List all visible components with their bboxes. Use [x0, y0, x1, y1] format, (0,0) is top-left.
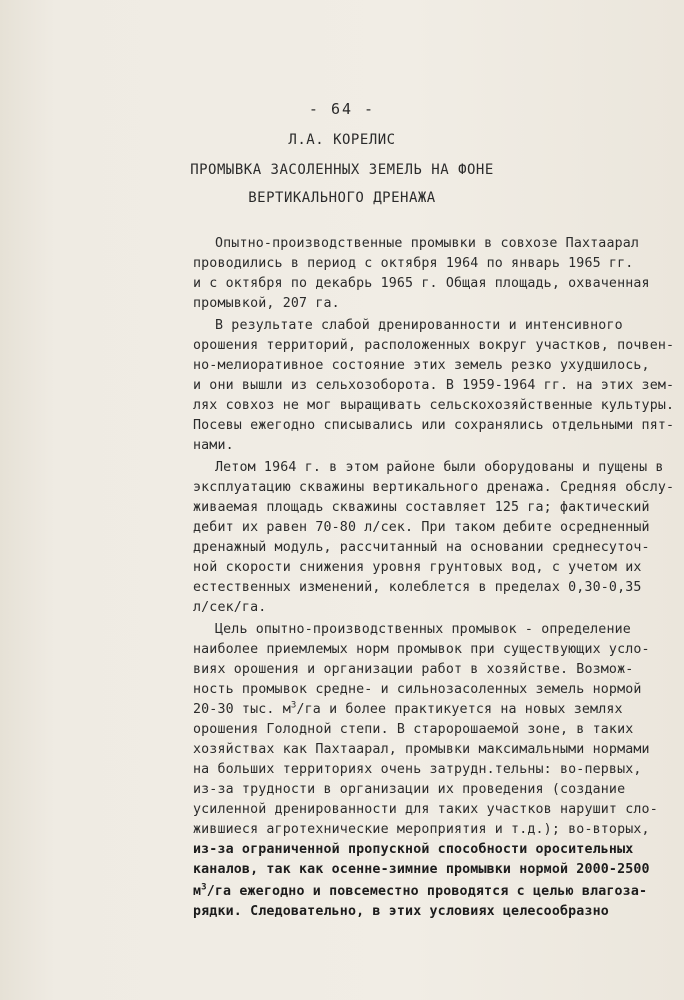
title-line-2: ВЕРТИКАЛЬНОГО ДРЕНАЖА	[248, 190, 436, 206]
text-line: нами.	[193, 438, 234, 453]
text-line: проводились в период с октября 1964 по январь 1965 гг.	[193, 256, 634, 271]
text-line: на больших территориях очень затрудн.тельны: во-первых,	[193, 762, 642, 777]
text-segment: /га ежегодно и повсеместно проводятся с целью влагоза-	[206, 884, 648, 899]
text-line: дренажный модуль, рассчитанный на основании среднесуточ-	[193, 540, 650, 555]
text-line: каналов, так как осенне-зимние промывки нормой 2000-2500	[193, 862, 650, 877]
text-line: и они вышли из сельхозоборота. В 1959-1964 гг. на этих зем-	[193, 378, 675, 393]
text-line: Летом 1964 г. в этом районе были оборудованы и пущены в	[215, 460, 664, 475]
text-line: Посевы ежегодно списывались или сохранялись отдельными пят-	[193, 418, 675, 433]
page-number: - 64 -	[308, 100, 376, 118]
text-line: но-мелиоративное состояние этих земель резко ухудшилось,	[193, 358, 650, 373]
text-line: ной скорости снижения уровня грунтовых вод, с учетом их	[193, 560, 642, 575]
text-line-with-superscript	[193, 702, 623, 717]
text-segment: м	[193, 884, 202, 899]
text-line: ность промывок средне- и сильнозасоленных земель нормой	[193, 682, 642, 697]
title-line-1: ПРОМЫВКА ЗАСОЛЕННЫХ ЗЕМЕЛЬ НА ФОНЕ	[190, 162, 494, 178]
text-line: л/сек/га.	[193, 600, 267, 615]
text-line: орошения Голодной степи. В старорошаемой зоне, в таких	[193, 722, 634, 737]
text-line: В результате слабой дренированности и интенсивного	[215, 318, 623, 333]
text-line: естественных изменений, колеблется в пределах 0,30-0,35	[193, 580, 642, 595]
text-line: из-за ограниченной пропускной способности оросительных	[193, 842, 634, 857]
text-line: жившиеся агротехнические мероприятия и т.д.); во-вторых,	[193, 822, 650, 837]
text-line: дебит их равен 70-80 л/сек. При таком дебите осредненный	[193, 520, 650, 535]
text-line: виях орошения и организации работ в хозяйстве. Возмож-	[193, 662, 634, 677]
text-line: и с октября по декабрь 1965 г. Общая площадь, охваченная	[193, 276, 650, 291]
text-line: промывкой, 207 га.	[193, 296, 340, 311]
text-line: Цель опытно-производственных промывок - определение	[215, 622, 631, 637]
text-line: орошения территорий, расположенных вокруг участков, почвен-	[193, 338, 675, 353]
text-line: Опытно-производственные промывки в совхозе Пахтаарал	[215, 236, 640, 251]
text-line: усиленной дренированности для таких участков нарушит сло-	[193, 802, 658, 817]
text-line: эксплуатацию скважины вертикального дренажа. Средняя обслу-	[193, 480, 675, 495]
superscript: 3	[290, 700, 297, 711]
superscript: 3	[201, 882, 207, 893]
text-line: наиболее приемлемых норм промывок при существующих усло-	[193, 642, 650, 657]
author-name: Л.А. КОРЕЛИС	[288, 132, 396, 148]
text-line: лях совхоз не мог выращивать сельскохозяйственные культуры.	[193, 398, 675, 413]
text-line: из-за трудности в организации их проведения (создание	[193, 782, 626, 797]
text-line-with-superscript	[193, 884, 647, 899]
text-segment: 20-30 тыс. м	[193, 702, 291, 717]
text-segment: /га и более практикуется на новых землях	[296, 702, 623, 717]
text-line: хозяйствах как Пахтаарал, промывки максимальными нормами	[193, 742, 650, 757]
text-line: рядки. Следовательно, в этих условиях целесообразно	[193, 904, 609, 919]
text-line: живаемая площадь скважины составляет 125 га; фактический	[193, 500, 650, 515]
